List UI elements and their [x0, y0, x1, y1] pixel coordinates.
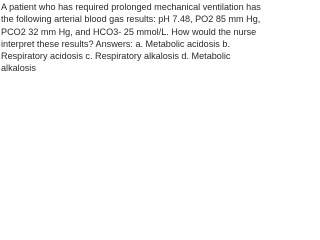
question-text: A patient who has required prolonged mechanical ventilation has the following arterial blood gas results: pH 7.48, PO2 85 mm Hg, PCO2 32 mm Hg, and HCO3- 25 mmol/L. How would the nurse interpret these results? Answers: a. Metabolic acidosis b. Respiratory acidosis c. Respiratory alkalosis d. Metabolic alkalosis — [1, 2, 261, 74]
question-card — [0, 0, 262, 79]
